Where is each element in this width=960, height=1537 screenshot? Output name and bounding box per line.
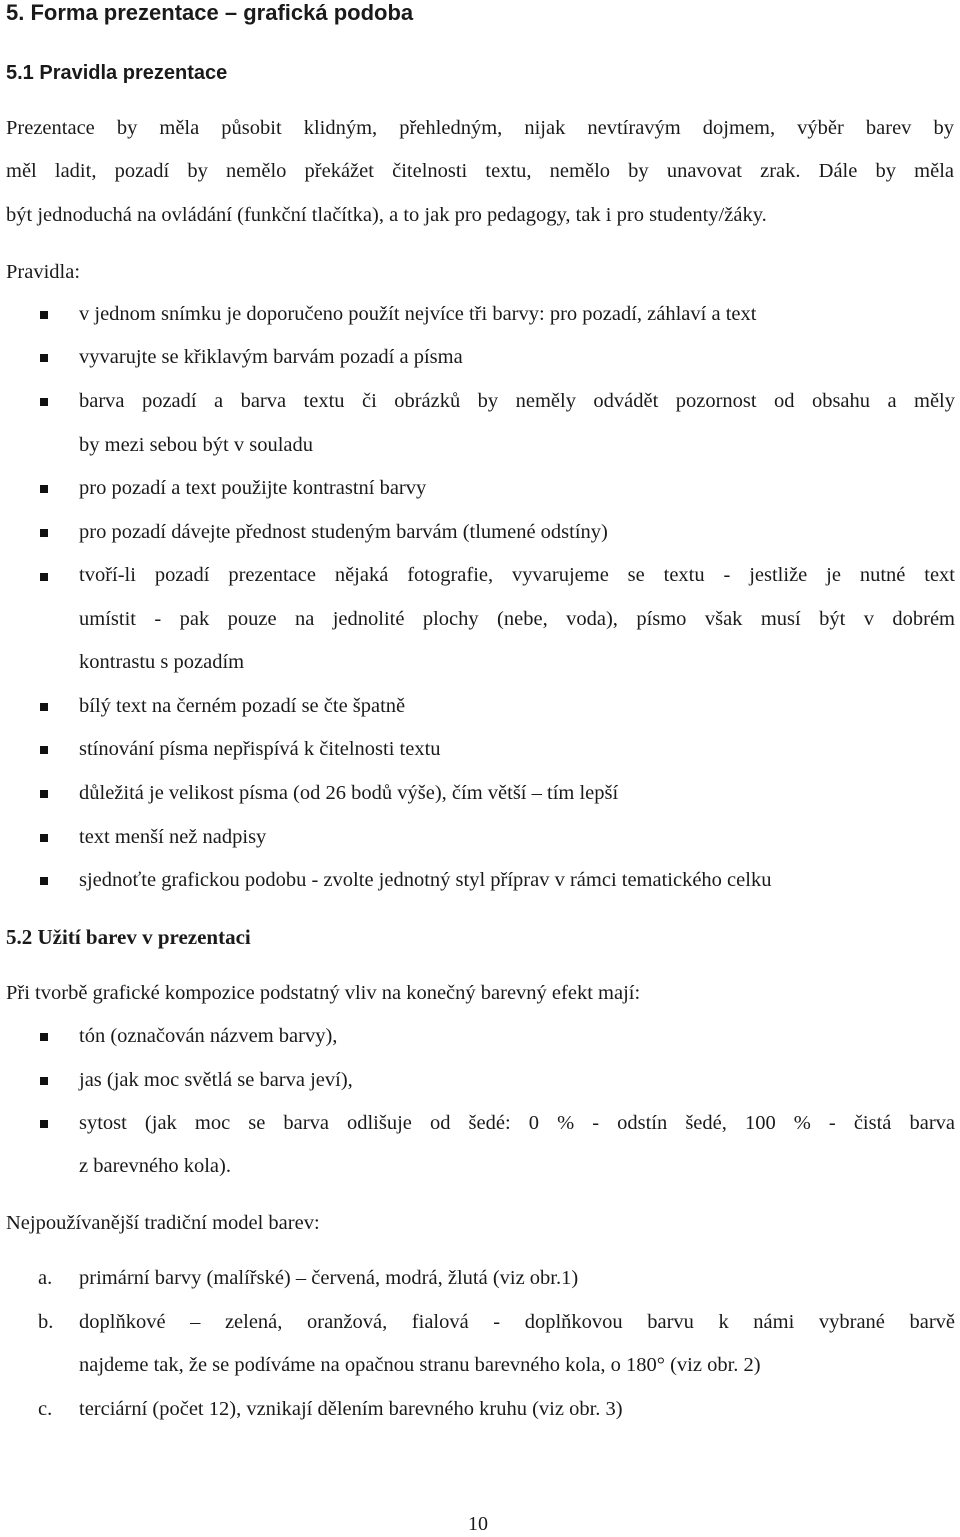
model-line: terciární (počet 12), vznikají dělením barevného kruhu (viz obr. 3) <box>79 1398 623 1420</box>
rule-line: vyvarujte se křiklavým barvám pozadí a písma <box>79 346 463 368</box>
page-number: 10 <box>468 1513 488 1535</box>
section-2-title: 5.2 Užití barev v prezentaci <box>6 925 251 949</box>
paragraph-line: být jednoduchá na ovládání (funkční tlačítka), a to jak pro pedagogy, tak i pro studenty/žáky. <box>6 204 767 226</box>
rule-line: stínování písma nepřispívá k čitelnosti textu <box>79 738 441 760</box>
paragraph-line: měl ladit, pozadí by nemělo překážet čitelnosti textu, nemělo by unavovat zrak. Dále by měla <box>6 160 954 182</box>
bullet-marker <box>40 398 48 406</box>
property-line: sytost (jak moc se barva odlišuje od šedé: 0 % - odstín šedé, 100 % - čistá barva <box>79 1112 955 1134</box>
rule-line: pro pozadí dávejte přednost studeným barvám (tlumené odstíny) <box>79 521 608 543</box>
property-line: tón (označován názvem barvy), <box>79 1025 338 1047</box>
model-label: Nejpoužívanější tradiční model barev: <box>6 1212 320 1234</box>
rule-line: pro pozadí a text použijte kontrastní barvy <box>79 477 427 499</box>
bullet-marker <box>40 529 48 537</box>
list-letter: c. <box>38 1398 53 1420</box>
bullet-marker <box>40 746 48 754</box>
rules-label: Pravidla: <box>6 261 81 283</box>
section-1-title: 5.1 Pravidla prezentace <box>6 62 228 84</box>
bullet-marker <box>40 1077 48 1085</box>
property-line: z barevného kola). <box>79 1155 231 1177</box>
bullet-marker <box>40 1120 48 1128</box>
rule-line: sjednoťte grafickou podobu - zvolte jednotný styl příprav v rámci tematického celku <box>79 869 772 891</box>
list-letter: a. <box>38 1267 53 1289</box>
rule-line: text menší než nadpisy <box>79 826 267 848</box>
section-2-intro: Při tvorbě grafické kompozice podstatný vliv na konečný barevný efekt mají: <box>6 982 641 1004</box>
bullet-marker <box>40 877 48 885</box>
rule-line: tvoří-li pozadí prezentace nějaká fotografie, vyvarujeme se textu - jestliže je nutné text <box>79 564 955 586</box>
bullet-marker <box>40 573 48 581</box>
model-line: doplňkové – zelená, oranžová, fialová - doplňkovou barvu k námi vybrané barvě <box>79 1311 955 1333</box>
rule-line: bílý text na černém pozadí se čte špatně <box>79 695 406 717</box>
bullet-marker <box>40 354 48 362</box>
bullet-marker <box>40 311 48 319</box>
model-line: najdeme tak, že se podíváme na opačnou stranu barevného kola, o 180° (viz obr. 2) <box>79 1354 761 1376</box>
rule-line: v jednom snímku je doporučeno použít nejvíce tři barvy: pro pozadí, záhlaví a text <box>79 303 757 325</box>
rule-line: barva pozadí a barva textu či obrázků by neměly odvádět pozornost od obsahu a měly <box>79 390 955 412</box>
model-line: primární barvy (malířské) – červená, modrá, žlutá (viz obr.1) <box>79 1267 579 1289</box>
bullet-marker <box>40 834 48 842</box>
bullet-marker <box>40 703 48 711</box>
rule-line: umístit - pak pouze na jednolité plochy (nebe, voda), písmo však musí být v dobrém <box>79 608 955 630</box>
rule-line: kontrastu s pozadím <box>79 651 245 673</box>
property-line: jas (jak moc světlá se barva jeví), <box>79 1069 353 1091</box>
bullet-marker <box>40 1033 48 1041</box>
bullet-marker <box>40 485 48 493</box>
rule-line: důležitá je velikost písma (od 26 bodů výše), čím větší – tím lepší <box>79 782 619 804</box>
bullet-marker <box>40 790 48 798</box>
list-letter: b. <box>38 1311 54 1333</box>
paragraph-line: Prezentace by měla působit klidným, přehledným, nijak nevtíravým dojmem, výběr barev by <box>6 117 954 139</box>
rule-line: by mezi sebou být v souladu <box>79 434 314 456</box>
chapter-heading: 5. Forma prezentace – grafická podoba <box>6 0 414 25</box>
